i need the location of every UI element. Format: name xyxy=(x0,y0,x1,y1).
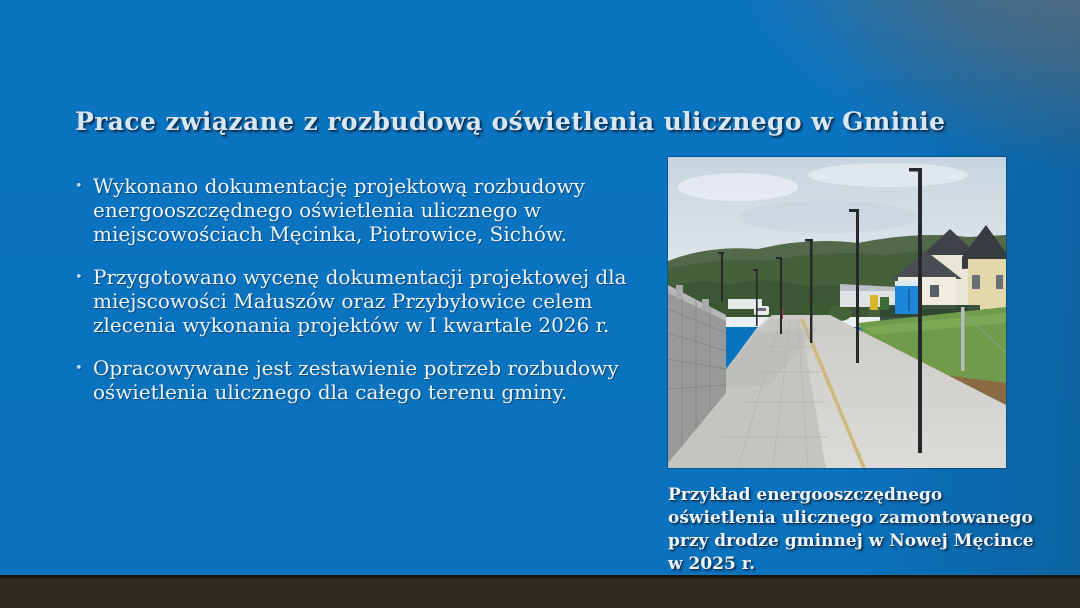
bullet-text xyxy=(93,265,635,337)
bullet-icon: • xyxy=(75,270,83,285)
bullet-text-line: Opracowywane jest zestawienie potrzeb rozbudowy xyxy=(93,356,619,380)
photo-porta-potty xyxy=(895,281,919,314)
bullet-list xyxy=(75,174,635,423)
photo-yellow-bin xyxy=(870,295,878,310)
street-photo xyxy=(668,157,1006,468)
bullet-text-line: Wykonano dokumentację projektową rozbudowy xyxy=(93,174,585,198)
bullet-text xyxy=(93,356,635,404)
list-item xyxy=(75,356,635,404)
caption-line: Przykład energooszczędnego xyxy=(668,485,943,505)
bullet-text xyxy=(93,174,635,246)
caption-line: przy drodze gminnej w Nowej Męcince xyxy=(668,531,1034,551)
bullet-icon: • xyxy=(75,361,83,376)
caption-line: oświetlenia ulicznego zamontowanego xyxy=(668,508,1033,528)
bullet-text-line: miejscowości Małuszów oraz Przybyłowice celem xyxy=(93,289,593,313)
list-item xyxy=(75,174,635,246)
slide-title: Prace związane z rozbudową oświetlenia ulicznego w Gminie xyxy=(75,106,946,136)
bullet-text-line: zlecenia wykonania projektów w I kwartale 2026 r. xyxy=(93,313,610,337)
photo-green-bin xyxy=(880,297,889,310)
photo-caption xyxy=(668,484,1048,576)
bullet-text-line: oświetlenia ulicznego dla całego terenu gminy. xyxy=(93,380,568,404)
street-photo-graphic xyxy=(668,157,1006,468)
photo-warehouse xyxy=(840,291,898,307)
list-item xyxy=(75,265,635,337)
bullet-icon: • xyxy=(75,179,83,194)
bullet-text-line: energooszczędnego oświetlenia ulicznego w xyxy=(93,198,542,222)
photo-fence-post xyxy=(961,307,965,371)
bullet-text-line: miejscowościach Męcinka, Piotrowice, Sichów. xyxy=(93,222,567,246)
bullet-text-line: Przygotowano wycenę dokumentacji projektowej dla xyxy=(93,265,627,289)
caption-line: w 2025 r. xyxy=(668,554,756,574)
slide-footer-bar xyxy=(0,575,1080,608)
